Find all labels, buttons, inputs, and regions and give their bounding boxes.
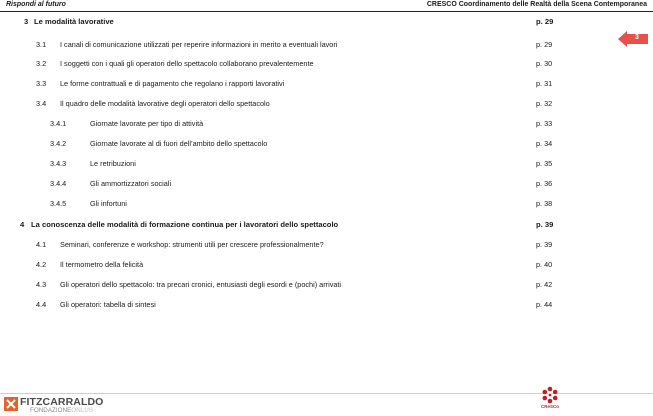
toc-number: 3.3: [36, 79, 47, 88]
toc-title: Il termometro della felicità: [60, 260, 144, 269]
toc-number: 3.4.1: [50, 119, 67, 128]
toc-title: La conoscenza delle modalità di formazione continua per i lavoratori dello spettacolo: [31, 220, 339, 229]
fitzcarraldo-subtitle-b: ONLUS: [71, 407, 93, 414]
toc-page: p. 36: [536, 179, 553, 188]
toc-number: 4.2: [36, 260, 47, 269]
toc-title: Le modalità lavorative: [34, 17, 114, 26]
toc-page: p. 39: [536, 220, 554, 229]
toc-page: p. 34: [536, 139, 553, 148]
toc-title: Il quadro delle modalità lavorative degli operatori dello spettacolo: [60, 99, 270, 108]
fitzcarraldo-mark-icon: [4, 397, 18, 411]
toc-title: I canali di comunicazione utilizzati per reperire informazioni in merito a eventuali lavori: [60, 40, 338, 49]
cresco-logo: [540, 385, 560, 413]
toc-title: Le retribuzioni: [90, 159, 136, 168]
toc-number: 3: [24, 17, 29, 26]
toc-page: p. 30: [536, 59, 553, 68]
toc-number: 3.4.4: [50, 179, 67, 188]
toc-number: 4.1: [36, 240, 47, 249]
cresco-wordmark: CReSCo: [540, 404, 559, 409]
toc-page: p. 29: [536, 17, 554, 26]
toc-page: p. 29: [536, 40, 553, 49]
toc-page: p. 42: [536, 280, 553, 289]
toc-title: I soggetti con i quali gli operatori dello spettacolo collaborano prevalentemente: [60, 59, 314, 68]
toc-number: 3.1: [36, 40, 47, 49]
toc-number: 3.4.5: [50, 199, 67, 208]
toc-number: 3.4.3: [50, 159, 67, 168]
toc-number: 4.3: [36, 280, 47, 289]
toc-number: 3.2: [36, 59, 47, 68]
toc-number: 4.4: [36, 300, 47, 309]
toc-page: p. 40: [536, 260, 553, 269]
fitzcarraldo-name: FITZCARRALDO: [20, 396, 104, 408]
toc-title: Giornate lavorate per tipo di attività: [90, 119, 204, 128]
toc-page: p. 38: [536, 199, 553, 208]
toc-title: Gli ammortizzatori sociali: [90, 179, 172, 188]
toc-page: p. 44: [536, 300, 553, 309]
toc-number: 3.4.2: [50, 139, 67, 148]
toc-number: 3.4: [36, 99, 47, 108]
toc-number: 4: [20, 220, 25, 229]
toc-title: Gli infortuni: [90, 199, 127, 208]
toc-title: Seminari, conferenze e workshop: strumenti utili per crescere professionalmente?: [60, 240, 324, 249]
toc-title: Le forme contrattuali e di pagamento che regolano i rapporti lavorativi: [60, 79, 285, 88]
toc-title: Gli operatori: tabella di sintesi: [60, 300, 156, 309]
page-number-label: 3: [635, 34, 639, 41]
header-left-title: Rispondi al futuro: [6, 1, 66, 8]
fitzcarraldo-subtitle: [30, 407, 93, 414]
toc-page: p. 32: [536, 99, 553, 108]
toc-page: p. 35: [536, 159, 553, 168]
toc-title: Gli operatori dello spettacolo: tra precari cronici, entusiasti degli esordi e (pochi) arrivati: [60, 280, 342, 289]
toc-page: p. 31: [536, 79, 553, 88]
toc-page: p. 33: [536, 119, 553, 128]
fitzcarraldo-subtitle-a: FONDAZIONE: [30, 407, 72, 414]
cresco-flower-icon: [540, 385, 560, 405]
toc-title: Giornate lavorate al di fuori dell’ambito dello spettacolo: [90, 139, 268, 148]
header-right-title: CRESCO Coordinamento delle Realtà della Scena Contemporanea: [426, 1, 647, 8]
toc-page: p. 39: [536, 240, 553, 249]
